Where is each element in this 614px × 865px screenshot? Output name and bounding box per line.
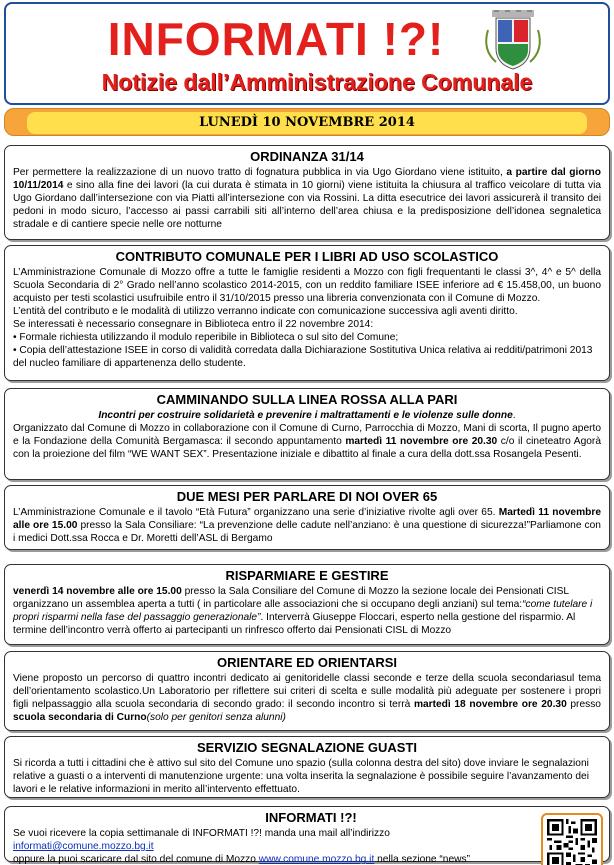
section-heading: SERVIZIO SEGNALAZIONE GUASTI [196,740,418,755]
section-heading: ORIENTARE ED ORIENTARSI [216,655,398,670]
contributo-section [4,245,610,381]
section-text: Se interessati è necessario consegnare in Biblioteca entro il 22 novembre 2014: [13,319,374,330]
section-text: L’Amministrazione Comunale di Mozzo offre a tutte le famiglie residenti a Mozzo con figli frequentanti le classi 3^, 4^ e 5^ della Scuola Secondaria di 2° Grado nell’anno scolastico 2014-2015, con un reddito familiare ISEE inferiore ad € 15.458,00, un buono acquisto per testi scolastici usufruibile entro il 31/10/2015 presso una libreria convenzionata con il Comune di Mozzo. [13,267,601,304]
newsletter-title: INFORMATI !?! [107,13,445,65]
masthead [4,2,610,105]
section-text: Se vuoi ricevere la copia settimanale di INFORMATI !?! manda una mail all’indirizzo informati@comune.mozzo.bg.it [13,828,390,852]
email-link[interactable]: informati@comune.mozzo.bg.it [13,841,154,852]
bullet-item: • Formale richiesta utilizzando il modulo reperibile in Biblioteca o sul sito del Comune; [13,332,399,343]
over65-section [4,485,610,550]
section-text: L’Amministrazione Comunale e il tavolo “Età Futura” organizzano una serie d’iniziative rivolte agli over 65. Martedì 11 novembre alle ore 15.00 presso la Sala Consiliare: “La prevenzione delle cadute nell’anziano: è una questione di sicurezza!”Parliamone con i medici Dott.ssa Rocca e Dr. Moretti dell’ASL di Bergamo [13,507,601,544]
ordinanza-section [4,145,610,240]
section-text: Per permettere la realizzazione di un nuovo tratto di fognatura pubblica in via Ugo Giordano viene istituito, a partire dal giorno 10/11/2014 e sino alla fine dei lavori (la cui durata è stimata in 10 giorni) viene istituita la chiusura al traffico veicolare di tutta via Ugo Giordano dall’intersezione con via Piatti all’intersezione con via Rossini. La ditta esecutrice dei lavori assicurerà il transito dei pedoni in modo sicuro, l’accesso ai passi carrabili siti all’interno dell’area chiusa e la predisposizione dell’idonea segnaletica stradale e di cantiere specie nelle ore notturne [13,167,601,230]
section-heading: DUE MESI PER PARLARE DI NOI OVER 65 [176,489,438,504]
section-heading: RISPARMIARE E GESTIRE [225,568,389,583]
section-subtitle: Incontri per costruire solidarietà e prevenire i maltrattamenti e le violenze sulle donne. [98,410,516,421]
orientare-section [4,651,610,731]
section-text: oppure la puoi scaricare dal sito del comune di Mozzo www.comune.mozzo.bg.it nella sezione “news” [13,854,470,865]
footer-section [4,806,610,865]
section-heading: CONTRIBUTO COMUNALE PER I LIBRI AD USO SCOLASTICO [115,249,499,264]
camminando-section [4,388,610,480]
qr-code-icon[interactable] [541,813,603,865]
date-bar [4,108,610,136]
newsletter-subtitle: Notizie dall’Amministrazione Comunale [101,69,533,95]
section-heading: INFORMATI !?! [265,810,357,825]
section-text: L’entità del contributo e le modalità di utilizzo verranno indicate con comunicazione successiva agli aventi diritto. [13,306,518,317]
issue-date: LUNEDÌ 10 NOVEMBRE 2014 [27,112,587,134]
municipal-crest-icon [478,10,548,70]
bullet-item: • Copia dell’attestazione ISEE in corso di validità corredata dalla Dichiarazione Sostitutiva Unica relativa ai redditi/patrimoni 2013 del nucleo familiare di appartenenza dello studente. [13,345,593,369]
section-text: Viene proposto un percorso di quattro incontri dedicato ai genitoridelle classi seconde e terze della scuola secondariasul tema dell’orientamento scolastico.Un Laboratorio per riflettere sui criteri di scelta e sulle modalità più adeguate per sostenere i propri figli nelpassaggio alla scuola secondaria di secondo grado: il secondo incontro si terrà martedì 18 novembre ore 20.30 presso scuola secondaria di Curno(solo per genitori senza alunni) [13,673,601,723]
risparmiare-section [4,564,610,645]
website-link[interactable]: www.comune.mozzo.bg.it [258,854,375,865]
guasti-section [4,736,610,798]
section-text: Si ricorda a tutti i cittadini che è attivo sul sito del Comune uno spazio (sulla colonna destra del sito) dove inviare le segnalazioni relative a guasti o a interventi di manutenzione urgente: una volta inserita la segnalazione è possibile seguire l’avanzamento dei lavori e le relative informazioni in merito all’intervento effettuato. [13,758,589,795]
section-text: venerdì 14 novembre alle ore 15.00 presso la Sala Consiliare del Comune di Mozzo la sezione locale dei Pensionati CISL organizzano un assemblea aperta a tutti ( in particolare alle associazioni che si occupano degli anziani) sul tema:“come tutelare i propri risparmi nella fase del passaggio generazionale”. Interverrà Giuseppe Floccari, esperto nella gestione del risparmio. Al termine dell’incontro verrà offerto ai partecipanti un rinfresco offerto dai Pensionati CISL di Mozzo [13,586,593,636]
section-text: Organizzato dal Comune di Mozzo in collaborazione con il Comune di Curno, Parrocchia di Mozzo, Mani di scorta, Il pugno aperto e la Fondazione della Comunità Bergamasca: il secondo appuntamento martedì 11 novembre ore 20.30 c/o il cineteatro Agorà con la proiezione del film “WE WANT SEX”. Presentazione iniziale e dibattito al finale a cura della dott.ssa Rosangela Pesenti. [13,423,601,460]
section-heading: CAMMINANDO SULLA LINEA ROSSA ALLA PARI [156,392,458,407]
section-heading: ORDINANZA 31/14 [250,149,364,164]
